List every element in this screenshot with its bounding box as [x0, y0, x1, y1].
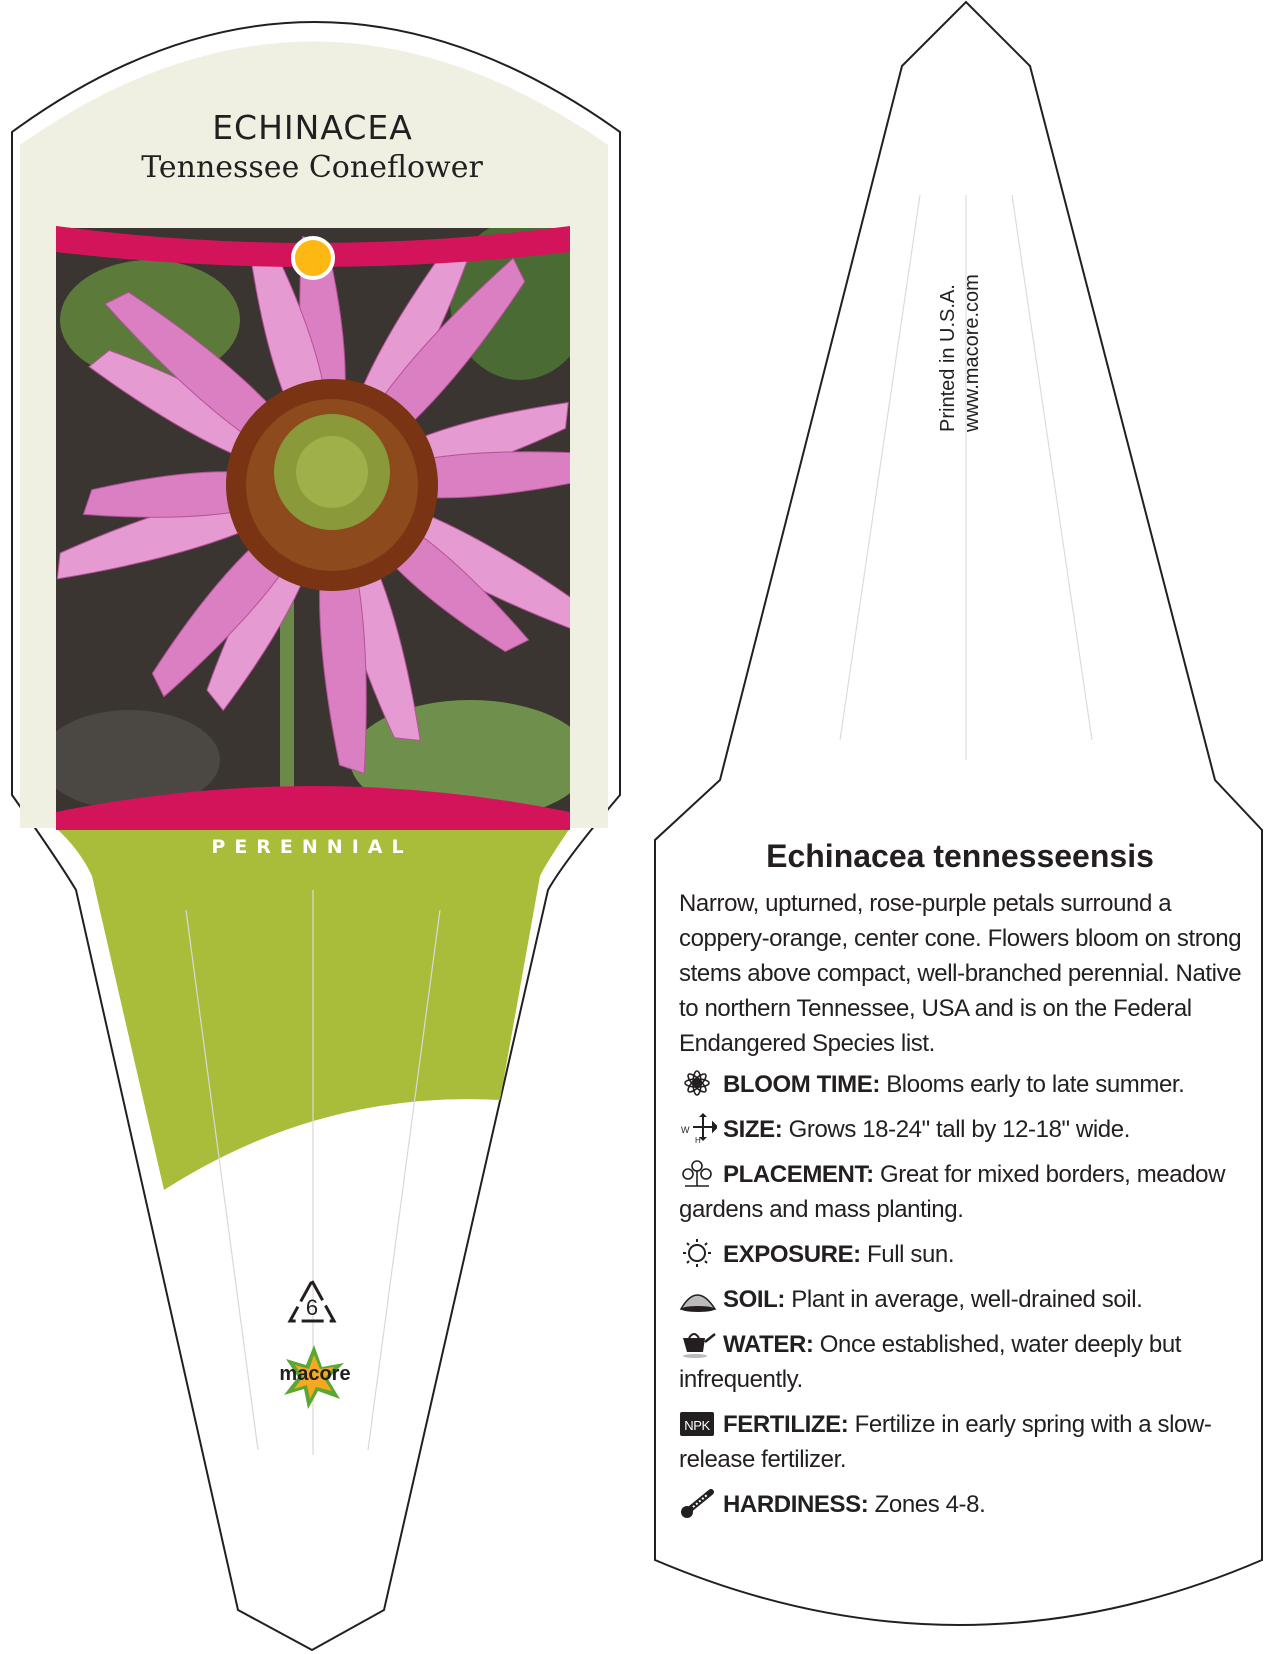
thermometer-icon [679, 1488, 717, 1518]
size-arrows-icon [679, 1113, 717, 1143]
flower-icon [679, 1068, 717, 1098]
npk-icon [679, 1408, 717, 1438]
plant-description: Narrow, upturned, rose-purple petals surround a coppery-orange, center cone. Flowers bloom on strong stems above compact, well-branched perennial. Native to northern Tennessee, USA and is on the Federal Endangered Species list. [679, 890, 1242, 1057]
recycle-6-icon [282, 1275, 342, 1335]
attr-hardiness [679, 1487, 1259, 1522]
recycle-code: 6 [305, 1295, 319, 1320]
attr-value: Grows 18-24" tall by 12-18" wide. [788, 1116, 1130, 1143]
website-line: www.macore.com [961, 274, 983, 432]
attr-value: Once established, water deeply but infrequently. [679, 1331, 1182, 1393]
attr-placement [679, 1157, 1259, 1227]
attr-value: Plant in average, well-drained soil. [791, 1286, 1143, 1313]
yellow-bullet [293, 238, 333, 278]
scientific-name: Echinacea tennesseensis [766, 838, 1154, 874]
attr-value: Zones 4-8. [874, 1491, 986, 1518]
plant-genus-title: ECHINACEA [212, 108, 413, 147]
category-band-label: PERENNIAL [211, 836, 413, 858]
printed-info [936, 152, 984, 432]
brand-name: macore [279, 1363, 351, 1385]
attr-label: SIZE: [723, 1116, 783, 1143]
attr-size [679, 1112, 1259, 1147]
plants-icon [679, 1158, 717, 1188]
attr-label: PLACEMENT: [723, 1161, 874, 1188]
attr-label: HARDINESS: [723, 1491, 869, 1518]
attr-label: EXPOSURE: [723, 1241, 861, 1268]
watering-can-icon [679, 1328, 717, 1358]
attr-value: Fertilize in early spring with a slow-release fertilizer. [679, 1411, 1212, 1473]
attr-value: Blooms early to late summer. [886, 1071, 1185, 1098]
attr-label: WATER: [723, 1331, 814, 1358]
attr-bloom-time [679, 1067, 1259, 1102]
care-attributes [679, 1067, 1259, 1532]
attr-fertilize [679, 1407, 1259, 1477]
svg-text:W: W [681, 1125, 690, 1135]
attr-water [679, 1327, 1259, 1397]
attr-value: Full sun. [867, 1241, 955, 1268]
plant-common-name: Tennessee Coneflower [141, 150, 483, 185]
attr-label: SOIL: [723, 1286, 785, 1313]
sun-icon [679, 1238, 717, 1268]
soil-icon [679, 1283, 717, 1313]
attr-soil [679, 1282, 1259, 1317]
attr-exposure [679, 1237, 1259, 1272]
attr-label: BLOOM TIME: [723, 1071, 880, 1098]
attr-label: FERTILIZE: [723, 1411, 849, 1438]
attr-value: Great for mixed borders, meadow gardens and mass planting. [679, 1161, 1226, 1223]
coneflower-photo [40, 220, 603, 828]
npk-label: NPK [684, 1418, 710, 1433]
printed-line: Printed in U.S.A. [937, 284, 959, 432]
svg-text:H: H [695, 1136, 701, 1143]
